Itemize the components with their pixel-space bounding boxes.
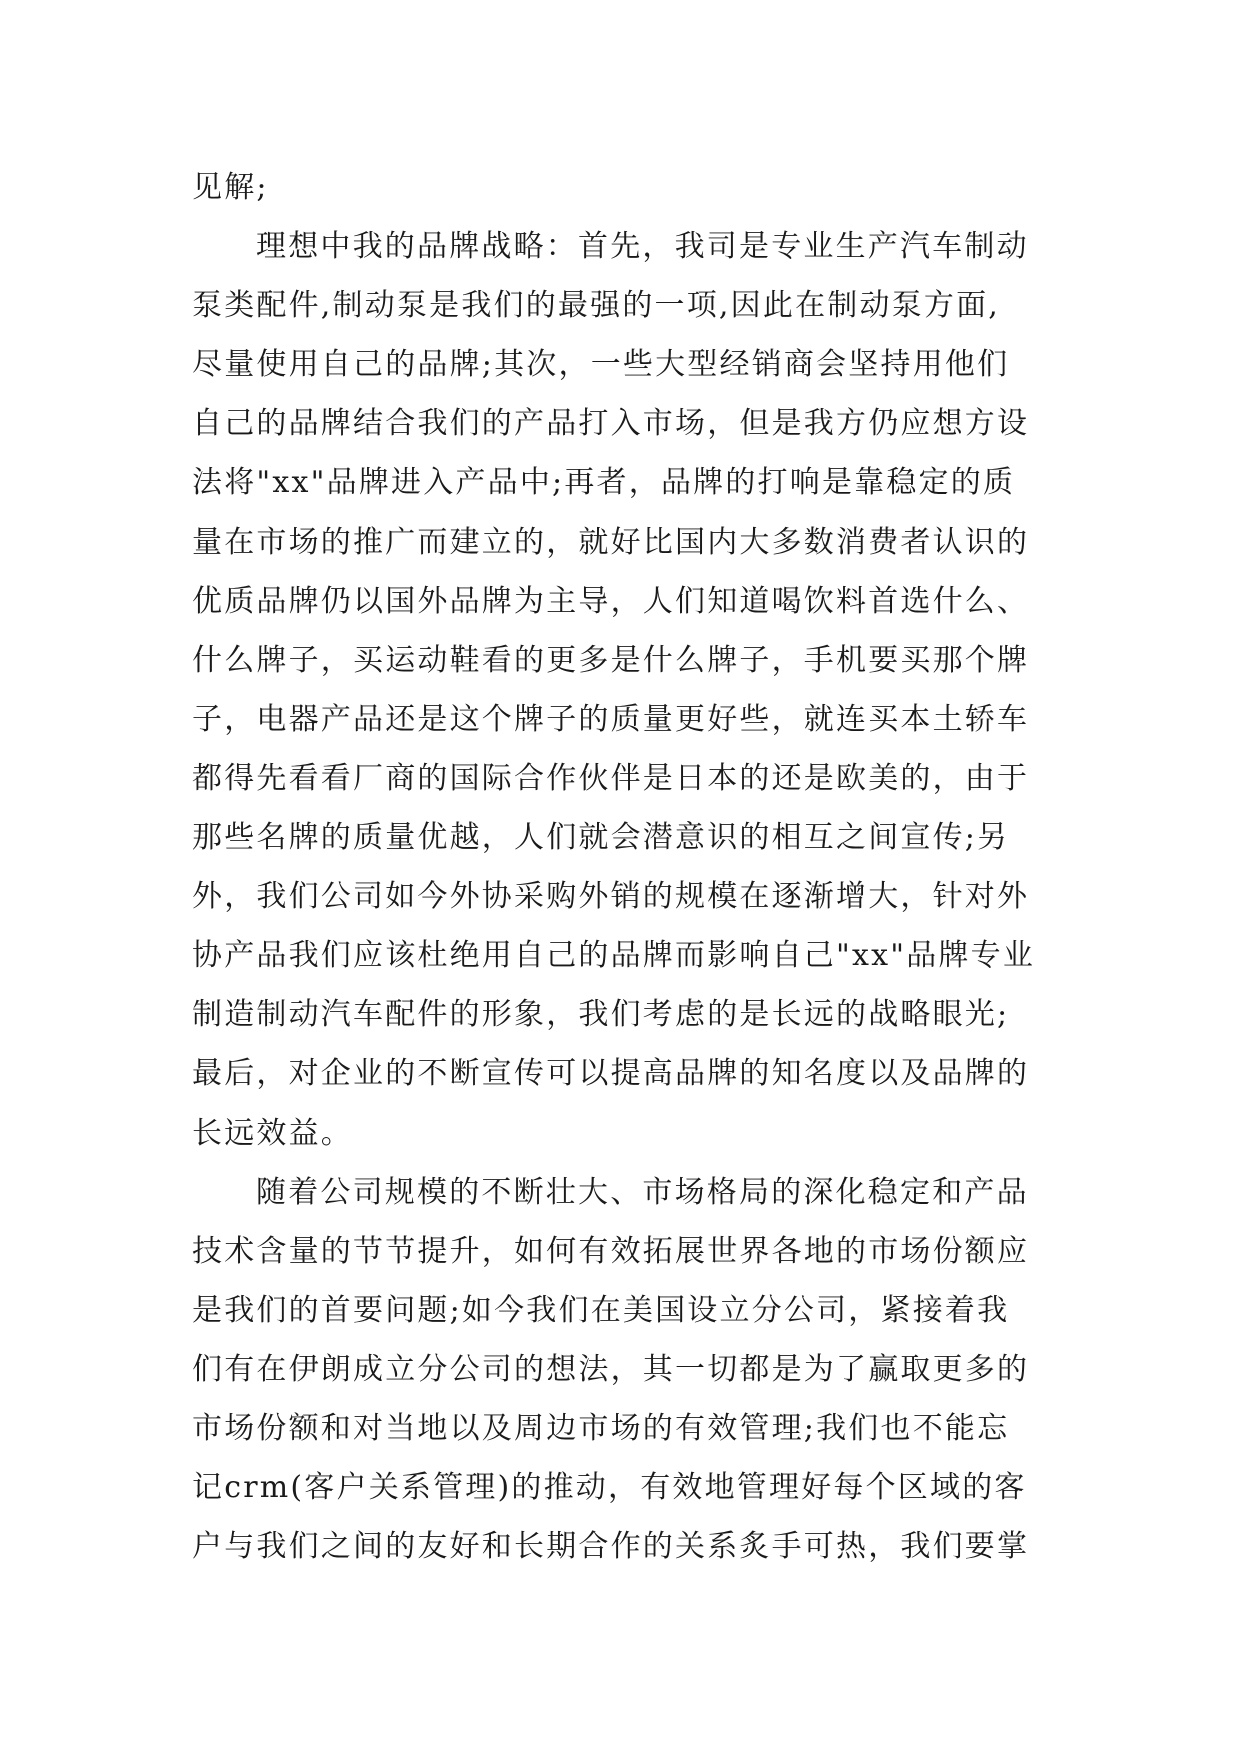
- text-line: 是我们的首要问题;如今我们在美国设立分公司，紧接着我: [192, 1292, 1010, 1328]
- text-line: 法将"xx"品牌进入产品中;再者，品牌的打响是靠稳定的质: [192, 465, 1016, 501]
- text-line: 技术含量的节节提升，如何有效拓展世界各地的市场份额应: [192, 1233, 1030, 1269]
- text-line: 自己的品牌结合我们的产品打入市场，但是我方仍应想方设: [192, 406, 1030, 442]
- text-line: 制造制动汽车配件的形象，我们考虑的是长远的战略眼光;: [192, 997, 1010, 1033]
- text-line: 长远效益。: [192, 1115, 353, 1151]
- text-line: 那些名牌的质量优越，人们就会潜意识的相互之间宣传;另: [192, 820, 1010, 856]
- paragraph-start-line: 随着公司规模的不断壮大、市场格局的深化稳定和产品: [256, 1174, 1029, 1210]
- text-line: 见解;: [192, 170, 269, 205]
- text-line: 都得先看看厂商的国际合作伙伴是日本的还是欧美的，由于: [192, 760, 1030, 796]
- text-line: 们有在伊朗成立分公司的想法，其一切都是为了赢取更多的: [192, 1351, 1030, 1387]
- text-line: 尽量使用自己的品牌;其次，一些大型经销商会坚持用他们: [192, 347, 1010, 383]
- text-line: 外，我们公司如今外协采购外销的规模在逐渐增大，针对外: [192, 879, 1030, 915]
- text-line: 最后，对企业的不断宣传可以提高品牌的知名度以及品牌的: [192, 1056, 1030, 1092]
- text-line: 什么牌子，买运动鞋看的更多是什么牌子，手机要买那个牌: [192, 642, 1030, 678]
- text-line: 量在市场的推广而建立的，就好比国内大多数消费者认识的: [192, 524, 1030, 560]
- text-line: 协产品我们应该杜绝用自己的品牌而影响自己"xx"品牌专业: [192, 938, 1036, 974]
- text-line: 优质品牌仍以国外品牌为主导，人们知道喝饮料首选什么、: [192, 583, 1030, 619]
- text-line: 市场份额和对当地以及周边市场的有效管理;我们也不能忘: [192, 1410, 1010, 1446]
- paragraph-start-line: 理想中我的品牌战略：首先，我司是专业生产汽车制动: [256, 229, 1029, 265]
- text-line: 子，电器产品还是这个牌子的质量更好些，就连买本土轿车: [192, 701, 1030, 737]
- text-line: 泵类配件,制动泵是我们的最强的一项,因此在制动泵方面,: [192, 288, 1001, 324]
- text-line: 记crm(客户关系管理)的推动，有效地管理好每个区域的客: [192, 1470, 1027, 1506]
- document-body: [192, 158, 1072, 1576]
- text-line: 户与我们之间的友好和长期合作的关系炙手可热，我们要掌: [192, 1529, 1030, 1565]
